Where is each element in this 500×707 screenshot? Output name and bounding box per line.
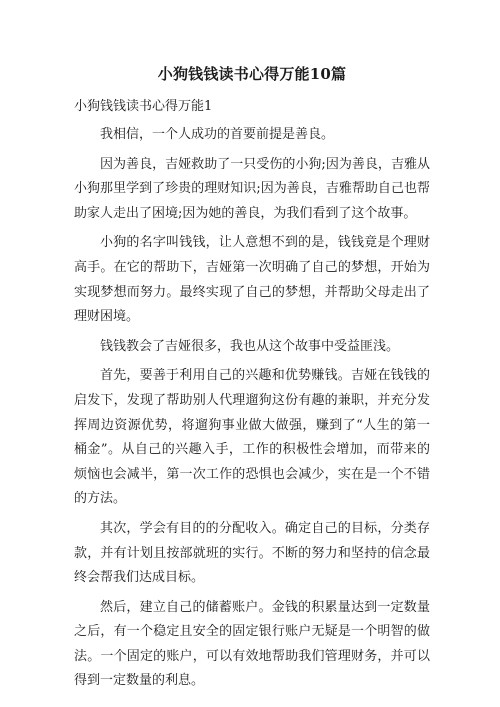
paragraph-6: 其次，学会有目的的分配收入。确定自己的目标，分类存款，并有计划且按部就班的实行。不断的努力和坚持的信念最终会帮我们达成目标。 bbox=[74, 520, 430, 586]
document-title: 小狗钱钱读书心得万能10篇 bbox=[157, 65, 347, 83]
paragraph-7: 然后，建立自己的储蓄账户。金钱的积累量达到一定数量之后，有一个稳定且安全的固定银行账户无疑是一个明智的做法。一个固定的账户，可以有效地帮助我们管理财务，并可以得到一定数量的利息。 bbox=[74, 599, 430, 689]
paragraph-4: 钱钱教会了吉娅很多，我也从这个故事中受益匪浅。 bbox=[100, 338, 400, 354]
section-heading: 小狗钱钱读书心得万能1 bbox=[74, 99, 213, 114]
paragraph-5: 首先，要善于利用自己的兴趣和优势赚钱。吉娅在钱钱的启发下，发现了帮助别人代理遛狗这份有趣的兼职，并充分发挥周边资源优势，将遛狗事业做大做强，赚到了“人生的第一桶金”。从自己的兴趣入手，工作的积极性会增加，而带来的烦恼也会减半，第一次工作的恐惧也会减少，实在是一个不错的方法。 bbox=[74, 368, 430, 507]
paragraph-3: 小狗的名字叫钱钱，让人意想不到的是，钱钱竟是个理财高手。在它的帮助下，吉娅第一次明确了自己的梦想，开始为实现梦想而努力。最终实现了自己的梦想，并帮助父母走出了理财困境。 bbox=[74, 235, 430, 325]
paragraph-2: 因为善良，吉娅救助了一只受伤的小狗;因为善良，吉雅从小狗那里学到了珍贵的理财知识;因为善良，吉雅帮助自己也帮助家人走出了困境;因为她的善良，为我们看到了这个故事。 bbox=[74, 156, 430, 221]
paragraph-1: 我相信，一个人成功的首要前提是善良。 bbox=[100, 127, 335, 142]
